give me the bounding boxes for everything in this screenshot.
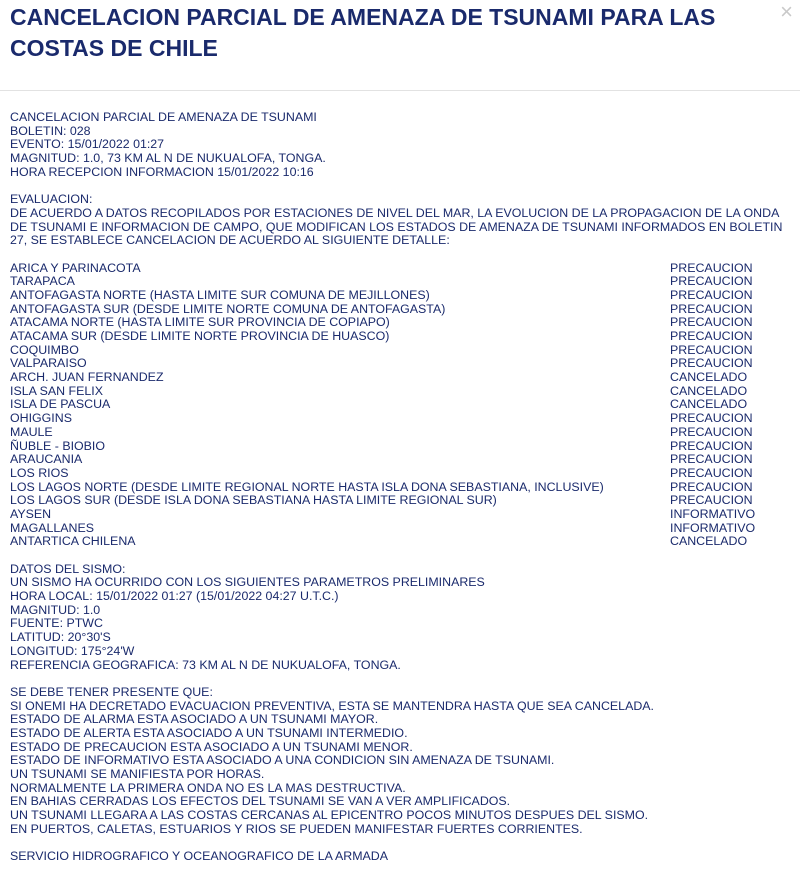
bulletin-header — [10, 111, 790, 179]
region-status: PRECAUCION — [670, 479, 753, 494]
region-name: AYSEN — [10, 506, 52, 521]
region-status: CANCELADO — [670, 534, 748, 549]
quake-line: LONGITUD: 175°24'W — [10, 643, 135, 658]
region-row — [10, 481, 790, 495]
region-row — [10, 330, 790, 344]
region-row — [10, 535, 790, 549]
region-row — [10, 275, 790, 289]
region-name: MAULE — [10, 424, 53, 439]
bulletin-header-line: BOLETIN: 028 — [10, 123, 91, 138]
quake-line: FUENTE: PTWC — [10, 616, 103, 631]
region-status: PRECAUCION — [670, 342, 753, 357]
note-line: ESTADO DE ALARMA ESTA ASOCIADO A UN TSUNAMI MAYOR. — [10, 712, 379, 727]
region-status: PRECAUCION — [670, 260, 753, 275]
region-status: PRECAUCION — [670, 315, 753, 330]
quake-line: UN SISMO HA OCURRIDO CON LOS SIGUIENTES PARAMETROS PRELIMINARES — [10, 575, 485, 590]
region-status: PRECAUCION — [670, 356, 753, 371]
region-row — [10, 522, 790, 536]
note-line: NORMALMENTE LA PRIMERA ONDA NO ES LA MAS DESTRUCTIVA. — [10, 780, 406, 795]
region-status: PRECAUCION — [670, 411, 753, 426]
quake-data — [10, 563, 790, 673]
region-row — [10, 426, 790, 440]
dialog-title: CANCELACION PARCIAL DE AMENAZA DE TSUNAMI PARA LAS COSTAS DE CHILE — [10, 4, 716, 61]
region-row — [10, 398, 790, 412]
region-status: PRECAUCION — [670, 287, 753, 302]
quake-line: DATOS DEL SISMO: — [10, 561, 126, 576]
notes — [10, 686, 790, 837]
region-name: LOS RIOS — [10, 465, 69, 480]
region-status: PRECAUCION — [670, 301, 753, 316]
note-line: ESTADO DE INFORMATIVO ESTA ASOCIADO A UNA CONDICION SIN AMENAZA DE TSUNAMI. — [10, 753, 555, 768]
region-name: LOS LAGOS SUR (DESDE ISLA DONA SEBASTIANA HASTA LIMITE REGIONAL SUR) — [10, 493, 497, 508]
region-name: ISLA DE PASCUA — [10, 397, 111, 412]
region-row — [10, 467, 790, 481]
bulletin-header-line: MAGNITUD: 1.0, 73 KM AL N DE NUKUALOFA, TONGA. — [10, 151, 326, 166]
evaluation-text: DE ACUERDO A DATOS RECOPILADOS POR ESTACIONES DE NIVEL DEL MAR, LA EVOLUCION DE LA PROPAGACION DE LA ONDA DE TSUNAMI E INFORMACION DE CAMPO, QUE MODIFICAN LOS ESTADOS DE AMENAZA DE TSUNAMI INFORMADOS EN BOLETIN 27, SE ESTABLECE CANCELACION DE ACUERDO AL SIGUIENTE DETALLE: — [10, 205, 783, 248]
region-name: ARCH. JUAN FERNANDEZ — [10, 370, 164, 385]
quake-line: LATITUD: 20°30'S — [10, 630, 111, 645]
quake-line: MAGNITUD: 1.0 — [10, 602, 101, 617]
region-row — [10, 357, 790, 371]
region-row — [10, 303, 790, 317]
region-name: TARAPACA — [10, 274, 75, 289]
region-name: ARAUCANIA — [10, 452, 83, 467]
region-status: PRECAUCION — [670, 465, 753, 480]
note-line: EN BAHIAS CERRADAS LOS EFECTOS DEL TSUNAMI SE VAN A VER AMPLIFICADOS. — [10, 794, 511, 809]
evaluation-heading: EVALUACION: — [10, 192, 93, 207]
region-status: CANCELADO — [670, 397, 748, 412]
region-name: VALPARAISO — [10, 356, 87, 371]
note-line: SE DEBE TENER PRESENTE QUE: — [10, 684, 213, 699]
bulletin-header-line: HORA RECEPCION INFORMACION 15/01/2022 10:16 — [10, 164, 314, 179]
region-row — [10, 453, 790, 467]
region-row — [10, 371, 790, 385]
region-status: INFORMATIVO — [670, 520, 756, 535]
close-icon[interactable]: × — [780, 0, 793, 24]
quake-line: REFERENCIA GEOGRAFICA: 73 KM AL N DE NUKUALOFA, TONGA. — [10, 657, 401, 672]
note-line: ESTADO DE PRECAUCION ESTA ASOCIADO A UN TSUNAMI MENOR. — [10, 739, 413, 754]
note-line: ESTADO DE ALERTA ESTA ASOCIADO A UN TSUNAMI INTERMEDIO. — [10, 725, 408, 740]
region-name: ANTOFAGASTA SUR (DESDE LIMITE NORTE COMUNA DE ANTOFAGASTA) — [10, 301, 446, 316]
region-row — [10, 440, 790, 454]
region-row — [10, 289, 790, 303]
region-status-list — [10, 262, 790, 549]
note-line: UN TSUNAMI LLEGARA A LAS COSTAS CERCANAS AL EPICENTRO POCOS MINUTOS DESPUES DEL SISMO. — [10, 808, 649, 823]
note-line: UN TSUNAMI SE MANIFIESTA POR HORAS. — [10, 767, 265, 782]
region-status: PRECAUCION — [670, 438, 753, 453]
region-status: PRECAUCION — [670, 274, 753, 289]
bulletin-header-line: EVENTO: 15/01/2022 01:27 — [10, 137, 165, 152]
region-status: PRECAUCION — [670, 424, 753, 439]
region-name: ATACAMA NORTE (HASTA LIMITE SUR PROVINCIA DE COPIAPO) — [10, 315, 390, 330]
region-status: INFORMATIVO — [670, 506, 756, 521]
signature: SERVICIO HIDROGRAFICO Y OCEANOGRAFICO DE LA ARMADA — [10, 849, 388, 864]
region-row — [10, 494, 790, 508]
region-name: COQUIMBO — [10, 342, 79, 357]
region-name: ANTOFAGASTA NORTE (HASTA LIMITE SUR COMUNA DE MEJILLONES) — [10, 287, 430, 302]
region-row — [10, 412, 790, 426]
note-line: SI ONEMI HA DECRETADO EVACUACION PREVENTIVA, ESTA SE MANTENDRA HASTA QUE SEA CANCELADA. — [10, 698, 654, 713]
region-name: OHIGGINS — [10, 411, 72, 426]
dialog-header — [0, 0, 800, 91]
region-status: PRECAUCION — [670, 329, 753, 344]
region-name: ATACAMA SUR (DESDE LIMITE NORTE PROVINCIA DE HUASCO) — [10, 329, 390, 344]
region-row — [10, 316, 790, 330]
region-row — [10, 262, 790, 276]
region-row — [10, 344, 790, 358]
region-status: CANCELADO — [670, 370, 748, 385]
note-line: EN PUERTOS, CALETAS, ESTUARIOS Y RIOS SE PUEDEN MANIFESTAR FUERTES CORRIENTES. — [10, 821, 583, 836]
bulletin-body — [10, 111, 790, 864]
region-row — [10, 508, 790, 522]
region-name: ANTARTICA CHILENA — [10, 534, 136, 549]
region-status: CANCELADO — [670, 383, 748, 398]
region-name: ISLA SAN FELIX — [10, 383, 103, 398]
region-status: PRECAUCION — [670, 452, 753, 467]
region-name: MAGALLANES — [10, 520, 95, 535]
quake-line: HORA LOCAL: 15/01/2022 01:27 (15/01/2022 04:27 U.T.C.) — [10, 589, 339, 604]
region-name: ARICA Y PARINACOTA — [10, 260, 141, 275]
region-status: PRECAUCION — [670, 493, 753, 508]
region-name: ÑUBLE - BIOBIO — [10, 438, 106, 453]
region-name: LOS LAGOS NORTE (DESDE LIMITE REGIONAL NORTE HASTA ISLA DONA SEBASTIANA, INCLUSIVE) — [10, 479, 604, 494]
region-row — [10, 385, 790, 399]
bulletin-header-line: CANCELACION PARCIAL DE AMENAZA DE TSUNAMI — [10, 110, 317, 124]
